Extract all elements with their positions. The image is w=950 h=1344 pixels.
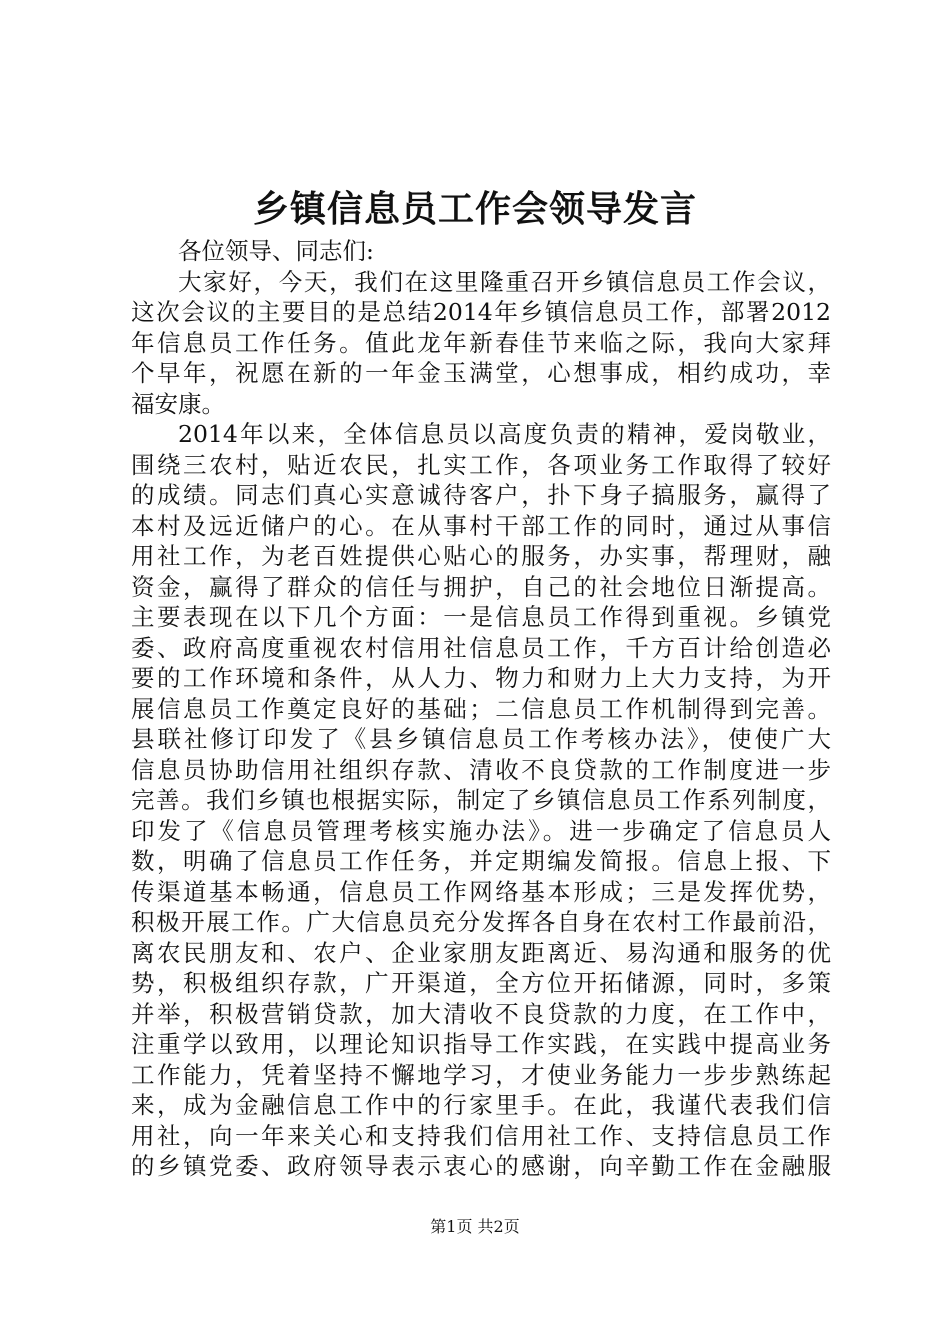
text-line: 个早年，祝愿在新的一年金玉满堂，心想事成，相约成功，幸 (131, 359, 831, 387)
document-body (131, 236, 831, 1182)
text-line: 资金，赢得了群众的信任与拥护，自己的社会地位日渐提高。 (131, 572, 831, 601)
text-line: 数，明确了信息员工作任务，并定期编发简报。信息上报、下 (131, 847, 831, 875)
text-line: 用社工作，为老百姓提供心贴心的服务，办实事，帮理财，融 (131, 542, 831, 570)
salutation-line: 各位领导、同志们: (178, 237, 374, 265)
text-line: 积极开展工作。广大信息员充分发挥各自身在农村工作最前沿， (131, 908, 831, 936)
text-line: 福安康。 (131, 389, 225, 418)
text-line: 工作能力，凭着坚持不懈地学习，才使业务能力一步步熟练起 (131, 1060, 831, 1089)
text-line: 势，积极组织存款，广开渠道，全方位开拓储源，同时，多策 (131, 969, 831, 997)
text-line: 的成绩。同志们真心实意诚待客户，扑下身子搞服务，赢得了 (131, 481, 831, 509)
text-line: 注重学以致用，以理论知识指导工作实践，在实践中提高业务 (131, 1030, 831, 1058)
page-number-footer: 第1页 共2页 (430, 1217, 520, 1236)
text-line: 围绕三农村，贴近农民，扎实工作，各项业务工作取得了较好 (131, 450, 831, 479)
text-line: 主要表现在以下几个方面：一是信息员工作得到重视。乡镇党 (131, 603, 831, 631)
text-line: 传渠道基本畅通，信息员工作网络基本形成；三是发挥优势， (131, 877, 831, 906)
text-line: 本村及远近储户的心。在从事村干部工作的同时，通过从事信 (131, 511, 831, 540)
text-line: 用社，向一年来关心和支持我们信用社工作、支持信息员工作 (131, 1121, 831, 1150)
text-line: 并举，积极营销贷款，加大清收不良贷款的力度，在工作中， (131, 999, 831, 1028)
document-title: 乡镇信息员工作会领导发言 (252, 188, 697, 230)
text-line: 大家好，今天，我们在这里隆重召开乡镇信息员工作会议， (178, 267, 831, 296)
text-line: 离农民朋友和、农户、企业家朋友距离近、易沟通和服务的优 (131, 938, 831, 967)
text-line: 来，成为金融信息工作中的行家里手。在此，我谨代表我们信 (131, 1091, 831, 1119)
text-line: 2014年以来，全体信息员以高度负责的精神，爱岗敬业， (178, 420, 831, 448)
text-line: 印发了《信息员管理考核实施办法》。进一步确定了信息员人 (131, 816, 831, 845)
text-line: 县联社修订印发了《县乡镇信息员工作考核办法》，使使广大 (131, 725, 831, 753)
text-line: 信息员协助信用社组织存款、清收不良贷款的工作制度进一步 (131, 755, 831, 784)
text-line: 这次会议的主要目的是总结2014年乡镇信息员工作，部署2012 (131, 298, 831, 326)
text-line: 委、政府高度重视农村信用社信息员工作，千方百计给创造必 (131, 633, 831, 662)
text-line: 的乡镇党委、政府领导表示衷心的感谢，向辛勤工作在金融服 (131, 1152, 831, 1180)
text-line: 年信息员工作任务。值此龙年新春佳节来临之际，我向大家拜 (131, 328, 831, 357)
text-line: 完善。我们乡镇也根据实际，制定了乡镇信息员工作系列制度， (131, 786, 831, 814)
text-line: 要的工作环境和条件，从人力、物力和财力上大力支持，为开 (131, 664, 831, 692)
text-line: 展信息员工作奠定良好的基础；二信息员工作机制得到完善。 (131, 694, 831, 723)
